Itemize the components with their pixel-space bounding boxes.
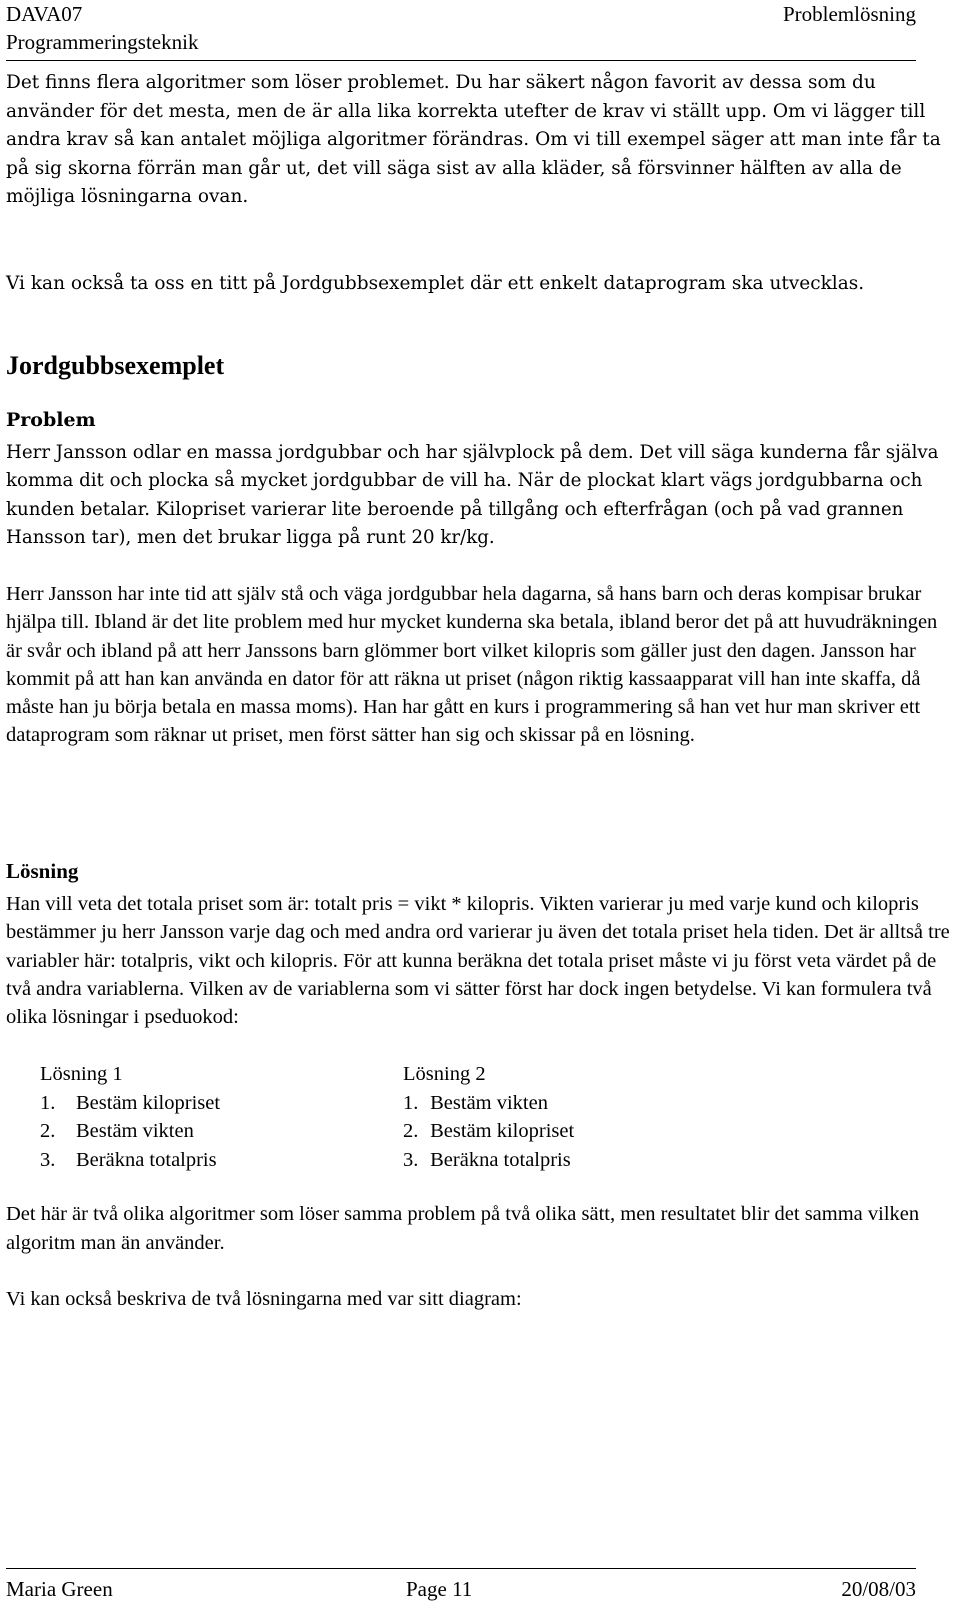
closing-paragraph-2: Vi kan också beskriva de två lösningarna med var sitt diagram: (6, 1288, 522, 1310)
pseudocode-solution-2 (403, 1060, 574, 1174)
course-code: DAVA07 (6, 2, 83, 26)
closing-paragraph: Det här är två olika algoritmer som löser samma problem på två olika sätt, men resultatet blir det samma vilken algoritm man än använder. (6, 1203, 920, 1254)
problem-paragraph-2: Herr Jansson har inte tid att själv stå och väga jordgubbar hela dagarna, så hans barn och deras kompisar brukar hjälpa till. Ibland är det lite problem med hur mycket kunderna ska betala, ibland beror det på att huvudräkningen är svår och ibland på att herr Janssons barn glömmer bort vilket kilopris som gäller just den dagen. Jansson har kommit på att han kan använda en dator för att räkna ut priset (någon riktig kassaapparat vill han inte skaffa, då måste han ju börja betala en massa moms). Han har gått en kurs i programmering så han vet hur man skriver ett dataprogram som räknar ut priset, men först sätter han sig och skissar på en lösning. (6, 583, 938, 747)
pseudocode-step (40, 1146, 220, 1175)
pseudocode-step (403, 1146, 574, 1175)
step-text: Beräkna totalpris (430, 1148, 571, 1171)
intro-paragraph: Det finns flera algoritmer som löser problemet. Du har säkert någon favorit av dessa som du använder för det mesta, men de är alla lika korrekta utefter de krav vi ställt upp. Om vi lägger till andra krav så kan antalet möjliga algoritmer förändras. Om vi till exempel säger att man inte får ta på sig skorna förrän man går ut, det vill säga sist av alla kläder, så försvinner hälften av alla de möjliga lösningarna ovan. (6, 72, 941, 207)
step-text: Bestäm vikten (76, 1120, 194, 1142)
footer-page-number: Page 11 (406, 1577, 473, 1601)
solution-1-title: Lösning 1 (40, 1063, 123, 1085)
step-number: 2. (403, 1120, 419, 1142)
solution-heading: Lösning (6, 859, 79, 883)
page-footer (6, 1568, 916, 1609)
pseudocode-step (403, 1089, 574, 1118)
step-number: 1. (403, 1091, 419, 1114)
step-number: 2. (40, 1120, 56, 1142)
problem-heading: Problem (6, 409, 96, 431)
chapter-topic: Problemlösning (782, 2, 916, 26)
problem-paragraph: Herr Jansson odlar en massa jordgubbar och har självplock på dem. Det vill säga kunderna får själva komma dit och plocka så mycket jordgubbar de vill ha. När de plockat klart vägs jordgubbarna och kunden betalar. Kilopriset varierar lite beroende på tillgång och efterfrågan (och på vad grannen Hansson tar), men det brukar ligga på runt 20 kr/kg. (6, 442, 939, 548)
section-title: Jordgubbsexemplet (6, 351, 225, 380)
pseudocode-solution-1 (40, 1060, 220, 1174)
solution-paragraph: Han vill veta det totala priset som är: totalt pris = vikt * kilopris. Vikten varierar ju med varje kund och kilopris bestämmer ju herr Jansson varje dag och med andra ord varierar ju även det totala priset hela tiden. Det är alltså tre variabler här: totalpris, vikt och kilopris. För att kunna beräkna det totala priset måste vi ju först veta värdet på de två andra variablerna. Vilken av de variablerna som vi sätter först har dock ingen betydelse. Vi kan formulera två olika lösningar i pseduokod: (6, 893, 950, 1029)
solution-2-title: Lösning 2 (403, 1063, 486, 1085)
pseudocode-step (403, 1117, 574, 1146)
step-text: Bestäm kilopriset (76, 1091, 221, 1114)
footer-author: Maria Green (6, 1577, 113, 1601)
step-text: Bestäm kilopriset (430, 1120, 575, 1142)
step-number: 3. (40, 1148, 56, 1171)
pseudocode-step (40, 1089, 220, 1118)
step-text: Beräkna totalpris (76, 1148, 217, 1171)
course-subject: Programmeringsteknik (6, 30, 199, 54)
step-number: 3. (403, 1148, 419, 1171)
page-header (6, 0, 916, 61)
footer-date: 20/08/03 (841, 1577, 916, 1601)
step-text: Bestäm vikten (430, 1091, 548, 1114)
step-number: 1. (40, 1091, 56, 1114)
pseudocode-step (40, 1117, 220, 1146)
intro-paragraph-2: Vi kan också ta oss en titt på Jordgubbsexemplet där ett enkelt dataprogram ska utvecklas. (6, 273, 865, 294)
